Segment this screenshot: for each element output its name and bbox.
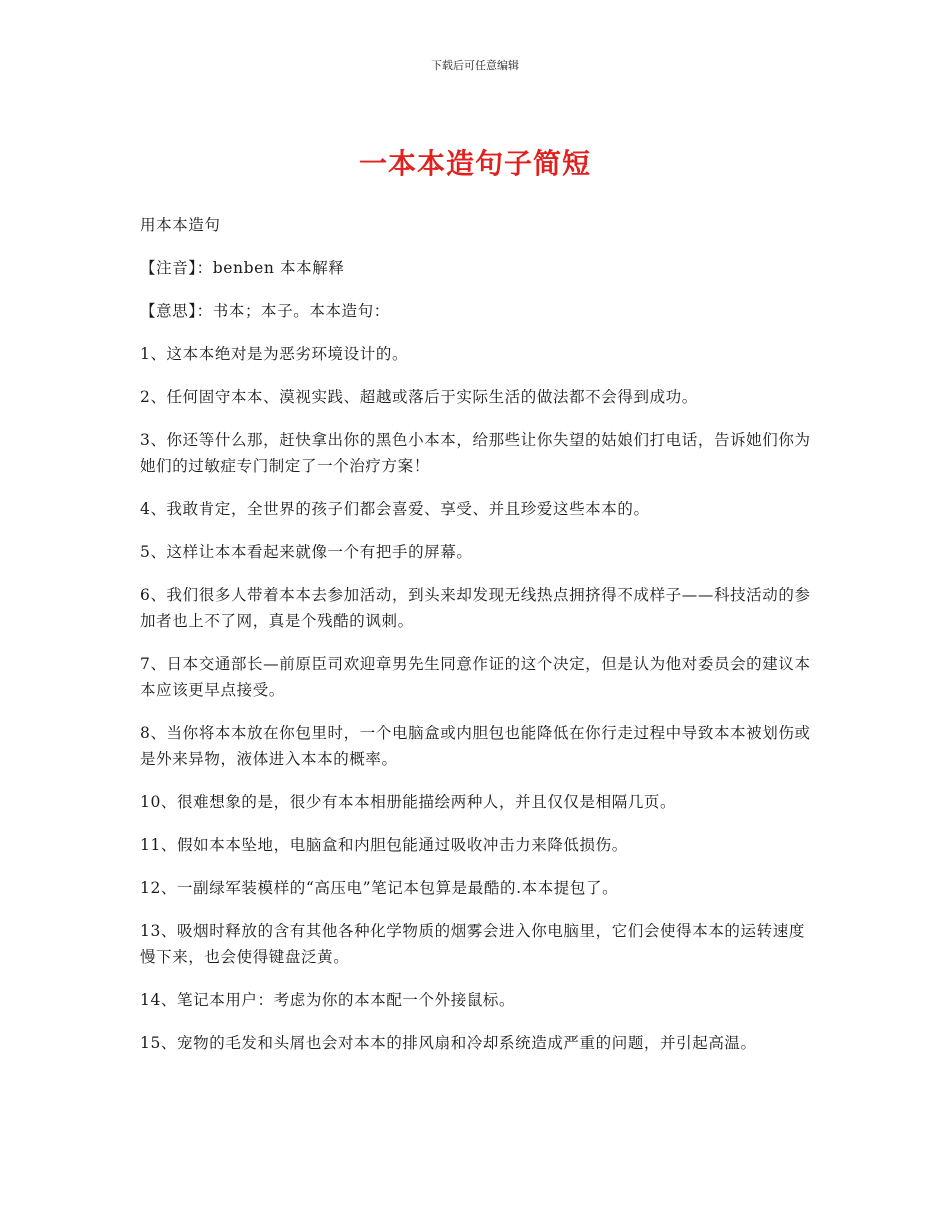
- example-sentence: 3、你还等什么那，赶快拿出你的黑色小本本，给那些让你失望的姑娘们打电话，告诉她们你为她们的过敏症专门制定了一个治疗方案！: [140, 431, 811, 475]
- example-sentence: 12、一副绿军装模样的“高压电”笔记本包算是最酷的.本本提包了。: [140, 879, 619, 897]
- example-sentence: 15、宠物的毛发和头屑也会对本本的排风扇和冷却系统造成严重的问题，并引起高温。: [140, 1034, 757, 1052]
- example-sentence: 1、这本本绝对是为恶劣环境设计的。: [140, 345, 409, 363]
- example-sentence: 11、假如本本坠地，电脑盒和内胆包能通过吸收冲击力来降低损伤。: [140, 836, 628, 854]
- example-sentence: 14、笔记本用户：考虑为你的本本配一个外接鼠标。: [140, 991, 516, 1009]
- example-sentence: 4、我敢肯定，全世界的孩子们都会喜爱、享受、并且珍爱这些本本的。: [140, 500, 650, 518]
- example-sentence: 8、当你将本本放在你包里时，一个电脑盒或内胆包也能降低在你行走过程中导致本本被划伤或是外来异物，液体进入本本的概率。: [140, 724, 811, 768]
- header-note: 下载后可任意编辑: [431, 59, 519, 72]
- example-sentence: 13、吸烟时释放的含有其他各种化学物质的烟雾会进入你电脑里，它们会使得本本的运转速度慢下来，也会使得键盘泛黄。: [140, 922, 805, 966]
- example-sentence: 7、日本交通部长—前原臣司欢迎章男先生同意作证的这个决定，但是认为他对委员会的建议本本应该更早点接受。: [140, 655, 811, 699]
- example-sentence: 10、很难想象的是，很少有本本相册能描绘两种人，并且仅仅是相隔几页。: [140, 793, 677, 811]
- example-sentence: 5、这样让本本看起来就像一个有把手的屏幕。: [140, 543, 473, 561]
- paragraph-intro: 用本本造句: [140, 216, 221, 234]
- paragraph-pinyin: 【注音】：benben 本本解释: [140, 259, 345, 277]
- example-sentence: 2、任何固守本本、漠视实践、超越或落后于实际生活的做法都不会得到成功。: [140, 388, 698, 406]
- document-title: 一本本造句子简短: [358, 147, 591, 180]
- example-sentence: 6、我们很多人带着本本去参加活动，到头来却发现无线热点拥挤得不成样子——科技活动的参加者也上不了网，真是个残酷的讽刺。: [140, 586, 811, 630]
- document-body: [140, 212, 815, 1073]
- paragraph-meaning: 【意思】：书本；本子。本本造句：: [140, 302, 390, 320]
